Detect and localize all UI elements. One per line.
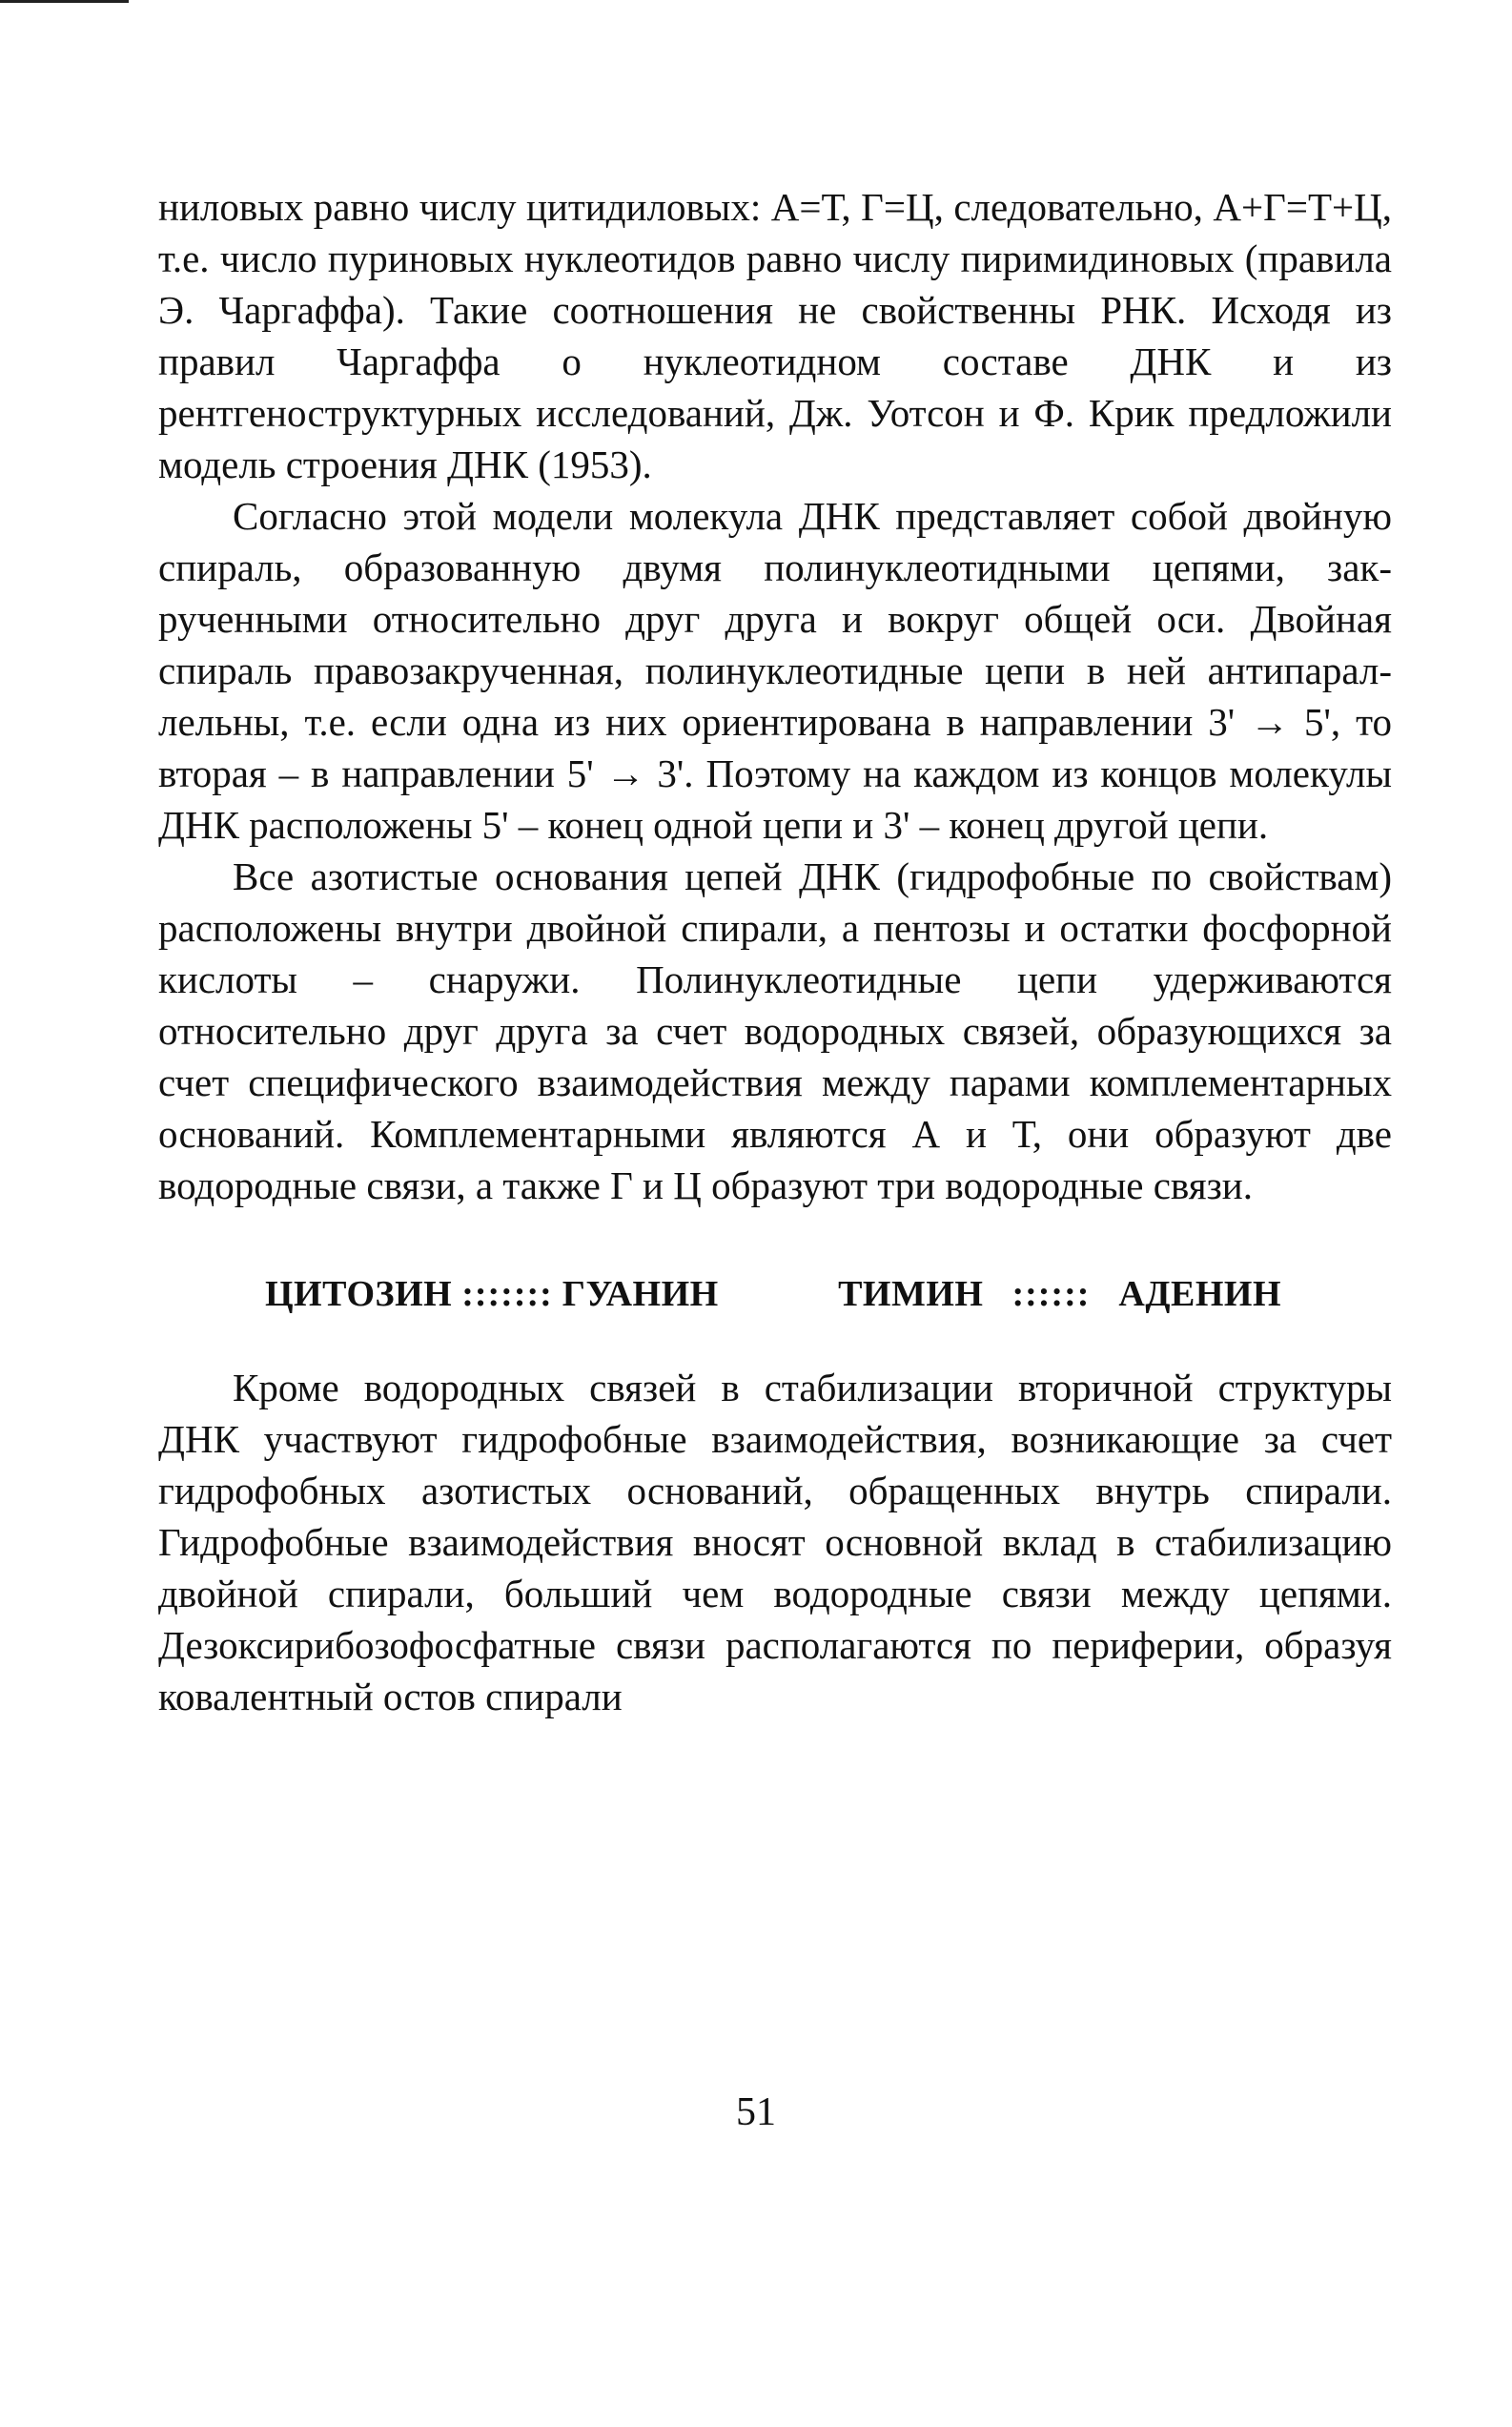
page-body bbox=[158, 181, 1392, 1722]
base-pair-right-label: АДЕНИН bbox=[1118, 1274, 1281, 1314]
scan-edge-mark bbox=[0, 0, 129, 3]
paragraph-double-helix-model: Согласно этой модели молекула ДНК представляет собой двойную спираль, образованную двумя полинуклеотидными цепями, закрученными относительно друг друга и вокруг общей оси. Двойная спираль правозакрученная, полинуклеотидные цепи в ней антипараллельны, т.е. если одна из них ориентирована в направлении 3' → 5', то вторая – в направлении 5' → 3'. Поэтому на каждом из концов молекулы ДНК расположены 5' – конец одной цепи и 3' – конец другой цепи. bbox=[158, 494, 1392, 847]
hydrogen-bond-symbol: ::::::: bbox=[461, 1274, 553, 1314]
paragraph-chargaff-rules: ниловых равно числу цитидиловых: А=Т, Г=Ц, следовательно, А+Г=Т+Ц, т.е. число пуриновых нуклеотидов равно числу пиримидиновых (правила Э. Чаргаффа). Такие соотношения не свойственны РНК. Исходя из правил Чаргаффа о нуклеотидном составе ДНК и из рентгеноструктурных исследований, Дж. Уотсон и Ф. Крик предложили модель строения ДНК (1953). bbox=[158, 185, 1392, 486]
base-pair-right-label: ГУАНИН bbox=[562, 1274, 719, 1314]
base-pair-thymine-adenine bbox=[838, 1268, 1281, 1320]
page-number: 51 bbox=[736, 2090, 776, 2134]
base-pairs-row bbox=[265, 1268, 1281, 1320]
hydrogen-bond-symbol: :::::: bbox=[1011, 1274, 1091, 1314]
base-pair-left-label: ЦИТОЗИН bbox=[265, 1274, 453, 1314]
base-pair-cytosine-guanine bbox=[265, 1268, 719, 1320]
base-pair-left-label: ТИМИН bbox=[838, 1274, 984, 1314]
paragraph-hydrophobic-interactions: Кроме водородных связей в стабилизации вторичной структуры ДНК участвуют гидрофобные взаимодействия, возникающие за счет гидрофобных азотистых оснований, обращенных внутрь спирали. Гидрофобные взаимодействия вносят основной вклад в стабилизацию двойной спирали, больший чем водородные связи между цепями. Дезоксирибозофосфатные связи располагаются по периферии, образуя ковалентный остов спирали bbox=[158, 1366, 1392, 1718]
paragraph-base-placement: Все азотистые основания цепей ДНК (гидрофобные по свойствам) расположены внутри двойной спирали, а пентозы и остатки фосфорной кислоты – снаружи. Полинуклеотидные цепи удерживаются относительно друг друга за счет водородных связей, образующихся за счет специфического взаимодействия между парами комплементарных оснований. Комплементарными являются А и Т, они образуют две водородные связи, а также Г и Ц образуют три водородные связи. bbox=[158, 854, 1392, 1207]
